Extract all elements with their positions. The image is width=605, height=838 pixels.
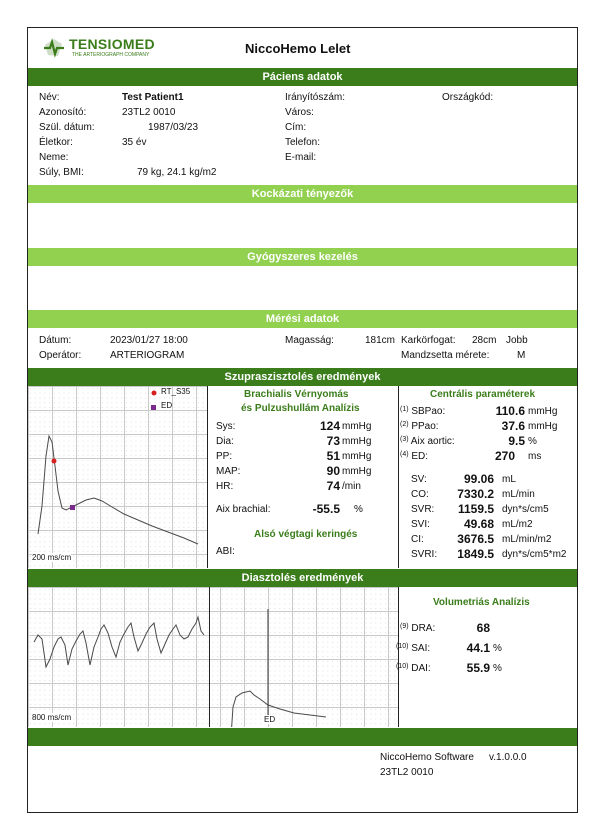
text-dra: DRA:	[411, 623, 436, 634]
unit-sys: mmHg	[342, 421, 372, 432]
footer-software: NiccoHemo Software	[380, 752, 474, 763]
report-title: NiccoHemo Lelet	[245, 41, 351, 56]
value-sys: 124	[319, 419, 340, 433]
label-karkorfogat: Karkörfogat:	[401, 335, 456, 346]
value-svri: 1849.5	[457, 547, 494, 561]
label-dia: Dia:	[216, 436, 234, 447]
unit-ppao: mmHg	[528, 421, 558, 432]
value-szul: 1987/03/23	[148, 122, 199, 133]
label-operator: Operátor:	[39, 350, 82, 361]
label-ppao	[400, 421, 439, 432]
value-aix-aortic: 9.5	[508, 434, 525, 448]
unit-ed: ms	[528, 451, 542, 462]
label-neme: Neme:	[39, 152, 69, 163]
drug-section-header: Gyógyszeres kezelés	[28, 248, 577, 266]
supra-scale-label: 200 ms/cm	[32, 553, 72, 562]
value-co: 7330.2	[457, 487, 494, 501]
ed-marker	[70, 505, 75, 510]
value-dai: 55.9	[466, 661, 490, 675]
unit-aix-brachial: %	[354, 504, 363, 515]
dia-pulse-waveform	[34, 617, 204, 667]
value-sai: 44.1	[466, 641, 490, 655]
dia-waveform-chart	[28, 587, 399, 727]
value-dra: 68	[476, 621, 490, 635]
label-sbpao	[400, 406, 445, 417]
value-hr: 74	[326, 479, 340, 493]
num-sai: (10)	[396, 643, 409, 650]
num-dai: (10)	[396, 663, 409, 670]
value-magassag: 181cm	[365, 335, 396, 346]
value-eletkor: 35 év	[122, 137, 147, 148]
value-dia: 73	[326, 434, 340, 448]
unit-aix-aortic: %	[528, 436, 537, 447]
unit-map: mmHg	[342, 466, 372, 477]
label-dra	[400, 623, 435, 634]
unit-sai: %	[493, 643, 502, 654]
label-szul: Szül. dátum:	[39, 122, 95, 133]
unit-svr: dyn*s/cm5	[502, 504, 549, 515]
label-svr: SVR:	[411, 504, 435, 515]
label-pp: PP:	[216, 451, 233, 462]
value-ci: 3676.5	[457, 532, 494, 546]
footer-id: 23TL2 0010	[380, 767, 434, 778]
value-suly: 79 kg, 24.1 kg/m2	[137, 167, 217, 178]
label-iranyitoszam: Irányítószám:	[285, 92, 346, 103]
brachial-title-2: és Pulzushullám Analízis	[241, 403, 360, 414]
label-aix-brachial: Aix brachial:	[216, 504, 271, 515]
tensiomed-logo	[42, 36, 172, 62]
unit-sv: mL	[502, 474, 516, 485]
num-aix-aortic: (3)	[400, 436, 409, 443]
pulse-waveform	[38, 436, 198, 544]
value-karkorfogat: 28cm	[472, 335, 497, 346]
label-azonosito: Azonosító:	[39, 107, 87, 118]
label-datum: Dátum:	[39, 335, 72, 346]
central-title: Centrális paraméterek	[430, 389, 536, 400]
value-operator: ARTERIOGRAM	[110, 350, 185, 361]
num-ppao: (2)	[400, 421, 409, 428]
unit-hr: /min	[342, 481, 361, 492]
unit-co: mL/min	[502, 489, 535, 500]
label-telefon: Telefon:	[285, 137, 321, 148]
label-ed	[400, 451, 428, 462]
unit-ci: mL/min/m2	[502, 534, 552, 545]
dia-avg-waveform	[231, 691, 326, 727]
value-ed: 270	[494, 449, 515, 463]
text-sbpao: SBPao:	[411, 406, 446, 417]
label-sv: SV:	[411, 474, 427, 485]
legend-rt-marker	[152, 391, 157, 396]
label-mandzsetta: Mandzsetta mérete:	[401, 350, 490, 361]
label-sys: Sys:	[216, 421, 236, 432]
footer-version: v.1.0.0.0	[489, 752, 527, 763]
brachial-title-1: Brachialis Vérnyomás	[244, 389, 349, 400]
value-svi: 49.68	[463, 517, 494, 531]
logo-icon	[42, 38, 66, 58]
unit-svri: dyn*s/cm5*m2	[502, 549, 567, 560]
dia-scale-label: 800 ms/cm	[32, 713, 72, 722]
label-email: E-mail:	[285, 152, 317, 163]
num-ed: (4)	[400, 451, 409, 458]
text-dai: DAI:	[411, 663, 431, 674]
label-map: MAP:	[216, 466, 241, 477]
dia-ed-label: ED	[264, 715, 276, 724]
label-co: CO:	[411, 489, 429, 500]
label-dai	[396, 663, 431, 674]
label-sai	[396, 643, 430, 654]
num-sbpao: (1)	[400, 406, 409, 413]
unit-svi: mL/m2	[502, 519, 533, 530]
logo-text: TENSIOMED	[69, 36, 155, 52]
label-ci: CI:	[411, 534, 424, 545]
measurement-section-header: Mérési adatok	[28, 310, 577, 328]
text-ed: ED:	[411, 451, 429, 462]
vol-title: Volumetriás Analízis	[433, 597, 530, 608]
legend-ed-marker	[151, 405, 156, 410]
label-aix-aortic	[400, 436, 455, 447]
unit-sbpao: mmHg	[528, 406, 558, 417]
logo-subtitle: THE ARTERIOGRAPH COMPANY	[72, 52, 150, 58]
footer-bar	[28, 728, 577, 746]
label-nev: Név:	[39, 92, 60, 103]
label-magassag: Magasság:	[285, 335, 334, 346]
unit-dia: mmHg	[342, 436, 372, 447]
label-varos: Város:	[285, 107, 314, 118]
unit-dai: %	[493, 663, 502, 674]
value-pp: 51	[326, 449, 340, 463]
legend-rt-label: RT_S35	[161, 387, 191, 396]
num-dra: (9)	[400, 623, 409, 630]
value-sbpao: 110.6	[495, 404, 525, 418]
label-hr: HR:	[216, 481, 234, 492]
also-vegtagi-title: Alsó végtagi keringés	[254, 529, 358, 540]
label-eletkor: Életkor:	[39, 137, 73, 148]
value-aix-brachial: -55.5	[312, 502, 340, 516]
supra-waveform-chart	[28, 386, 208, 568]
value-svr: 1159.5	[457, 502, 494, 516]
label-orszagkod: Országkód:	[442, 92, 494, 103]
dia-section-header: Diasztolés eredmények	[28, 569, 577, 587]
value-datum: 2023/01/27 18:00	[110, 335, 188, 346]
value-sv: 99.06	[463, 472, 494, 486]
supra-section-header: Szupraszisztolés eredmények	[28, 368, 577, 386]
value-azonosito: 23TL2 0010	[122, 107, 176, 118]
report-page	[27, 27, 578, 813]
patient-section-header: Páciens adatok	[28, 68, 577, 86]
text-sai: SAI:	[411, 643, 431, 654]
label-suly: Súly, BMI:	[39, 167, 84, 178]
label-abi: ABI:	[216, 546, 235, 557]
label-cim: Cím:	[285, 122, 307, 133]
rt-marker	[52, 459, 57, 464]
text-ppao: PPao:	[411, 421, 439, 432]
label-svi: SVI:	[411, 519, 430, 530]
legend-ed-label: ED	[161, 401, 173, 410]
value-ppao: 37.6	[501, 419, 525, 433]
text-aix-aortic: Aix aortic:	[410, 436, 455, 447]
unit-pp: mmHg	[342, 451, 372, 462]
value-karkorfogat-side: Jobb	[506, 335, 528, 346]
label-svri: SVRI:	[411, 549, 438, 560]
value-map: 90	[326, 464, 340, 478]
value-nev: Test Patient1	[122, 92, 184, 103]
risk-section-header: Kockázati tényezők	[28, 185, 577, 203]
supra-divider	[398, 386, 399, 568]
value-mandzsetta: M	[517, 350, 526, 361]
